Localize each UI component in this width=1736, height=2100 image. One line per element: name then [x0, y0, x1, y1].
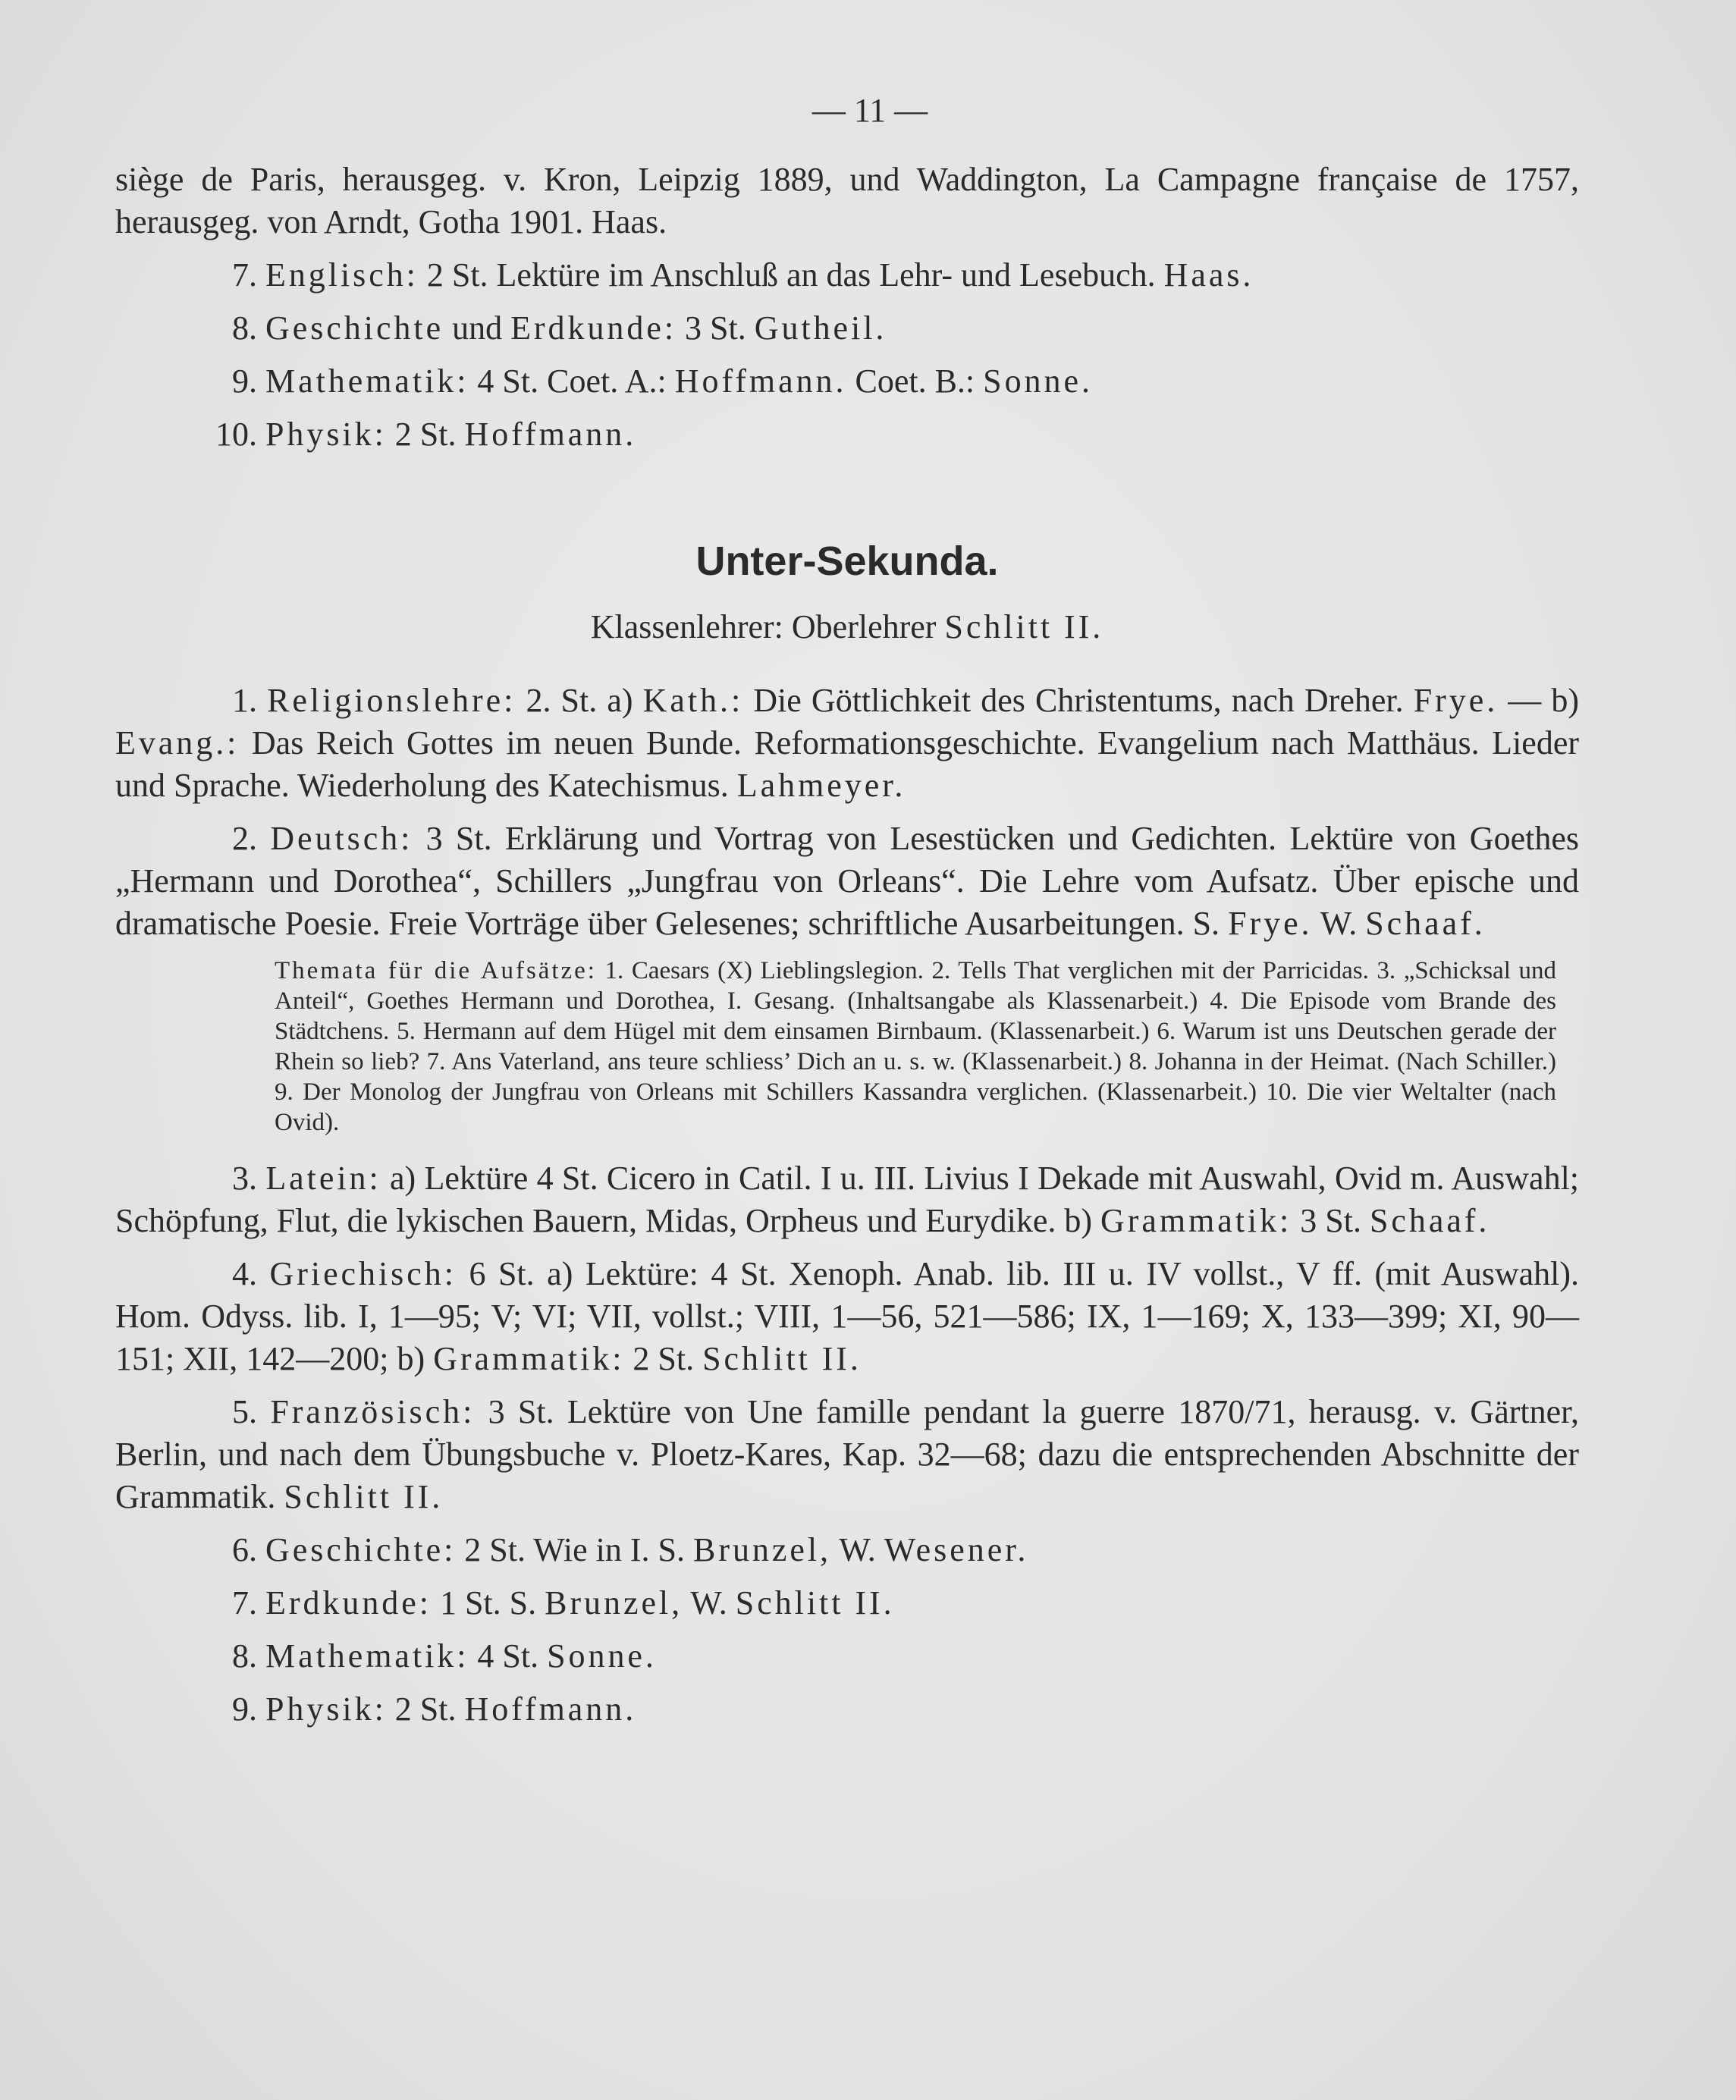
subject-geschichte: 6. Geschichte: 2 St. Wie in I. S. Brunzel, W. Wesener.: [232, 1531, 1029, 1568]
page-content: [115, 91, 1579, 1741]
subject-franzoesisch: 5. Französisch: 3 St. Lektüre von Une famille pendant la guerre 1870/71, herausg. v. Gärtner, Berlin, und nach dem Übungsbuche v. Ploetz-Kares, Kap. 32—68; dazu die entsprechenden Abschnitte der Grammatik. Schlitt II.: [115, 1393, 1580, 1515]
subject-englisch: 7. Englisch: 2 St. Lektüre im Anschluß an das Lehr- und Lesebuch. Haas.: [232, 256, 1254, 293]
page-number: — 11 —: [811, 92, 928, 129]
subject-latein: 3. Latein: a) Lektüre 4 St. Cicero in Catil. I u. III. Livius I Dekade mit Auswahl, Ovid m. Auswahl; Schöpfung, Flut, die lykischen Bauern, Midas, Orpheus und Eurydike. b) Grammatik: 3 St. Schaaf.: [115, 1160, 1580, 1239]
themata-block: Themata für die Aufsätze: 1. Caesars (X) Lieblingslegion. 2. Tells That verglichen mit der Parricidas. 3. „Schicksal und Anteil“, Goethes Hermann und Dorothea, I. Gesang. (Inhaltsangabe als Klassenarbeit.) 4. Die Episode vom Brande des Städtchens. 5. Hermann auf dem Hügel mit dem einsamen Birnbaum. (Klassenarbeit.) 6. Warum ist uns Deutschen gerade der Rhein so lieb? 7. Ans Vaterland, ans teure schliess’ Dich an u. s. w. (Klassenarbeit.) 8. Johanna in der Heimat. (Nach Schiller.) 9. Der Monolog der Jungfrau von Orleans mit Schillers Kassandra verglichen. (Klassenarbeit.) 10. Die vier Weltalter (nach Ovid).: [275, 957, 1556, 1136]
subject-mathematik-us: 8. Mathematik: 4 St. Sonne.: [232, 1637, 657, 1675]
class-teacher-line: Klassenlehrer: Oberlehrer Schlitt II.: [590, 608, 1104, 645]
subject-geschichte-erdkunde: 8. Geschichte und Erdkunde: 3 St. Gutheil.: [232, 309, 887, 347]
subject-mathematik: 9. Mathematik: 4 St. Coet. A.: Hoffmann. Coet. B.: Sonne.: [232, 363, 1093, 400]
subject-physik: 10. Physik: 2 St. Hoffmann.: [215, 416, 637, 453]
subject-religion: 1. Religionslehre: 2. St. a) Kath.: Die Göttlichkeit des Christentums, nach Dreher. Frye. — b) Evang.: Das Reich Gottes im neuen Bunde. Reformationsgeschichte. Evangelium nach Matthäus. Lieder und Sprache. Wiederholung des Katechismus. Lahmeyer.: [115, 682, 1580, 804]
subject-physik-us: 9. Physik: 2 St. Hoffmann.: [232, 1690, 637, 1728]
subject-griechisch: 4. Griechisch: 6 St. a) Lektüre: 4 St. Xenoph. Anab. lib. III u. IV vollst., V ff. (mit Auswahl). Hom. Odyss. lib. I, 1—95; V; VI; VII, vollst.; VIII, 1—56, 521—586; IX, 1—169; X, 133—399; XI, 90—151; XII, 142—200; b) Grammatik: 2 St. Schlitt II.: [115, 1255, 1580, 1377]
subject-deutsch: 2. Deutsch: 3 St. Erklärung und Vortrag von Lesestücken und Gedichten. Lektüre von Goethes „Hermann und Dorothea“, Schillers „Jungfrau von Orleans“. Die Lehre vom Aufsatz. Über epische und dramatische Poesie. Freie Vorträge über Gelesenes; schriftliche Ausarbeitungen. S. Frye. W. Schaaf.: [115, 820, 1579, 942]
paragraph-continuation: siège de Paris, herausgeg. v. Kron, Leipzig 1889, und Waddington, La Campagne française de 1757, herausgeg. von Arndt, Gotha 1901. Haas.: [115, 161, 1579, 240]
section-heading: Unter-Sekunda.: [695, 538, 999, 584]
subject-erdkunde: 7. Erdkunde: 1 St. S. Brunzel, W. Schlitt II.: [232, 1584, 895, 1621]
